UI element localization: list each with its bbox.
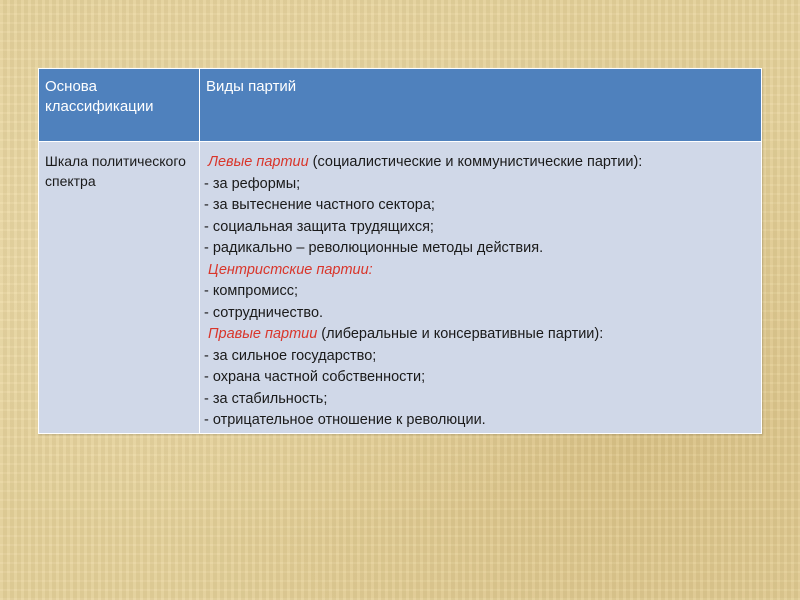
header-basis-label: Основа классификации: [45, 78, 154, 115]
group-left-heading: [204, 152, 757, 174]
group-center-title: Центристские партии:: [208, 261, 373, 278]
table-header-row: [39, 69, 762, 142]
list-item: - за сильное государство;: [204, 347, 377, 364]
cell-party-types: [200, 142, 762, 434]
list-item: - за вытеснение частного сектора;: [204, 197, 435, 213]
group-right-title: Правые партии: [208, 326, 318, 342]
group-left-note: (социалистические и коммунистические партии):: [308, 154, 643, 170]
classification-table: [38, 68, 762, 434]
list-item: - за стабильность;: [204, 390, 328, 407]
header-party-types-label: Виды партий: [206, 78, 297, 95]
list-item: - отрицательное отношение к революции.: [204, 412, 486, 428]
group-right-heading: [204, 324, 757, 346]
group-center-heading: [204, 260, 757, 282]
party-types-list: [200, 142, 761, 432]
list-item: - социальная защита трудящихся;: [204, 218, 434, 235]
list-item: - сотрудничество.: [204, 304, 324, 321]
list-item: - охрана частной собственности;: [204, 369, 426, 385]
group-left-title: Левые партии: [208, 154, 309, 170]
basis-text: Шкала политического спектра: [45, 153, 186, 189]
group-right-note: (либеральные и консервативные партии):: [317, 326, 604, 342]
cell-basis: [39, 142, 200, 434]
header-basis: [39, 69, 200, 142]
table-row: [39, 142, 762, 434]
list-item: - радикально – революционные методы действия.: [204, 240, 544, 256]
header-party-types: [200, 69, 762, 142]
list-item: - компромисс;: [204, 283, 298, 299]
list-item: - за реформы;: [204, 175, 301, 192]
